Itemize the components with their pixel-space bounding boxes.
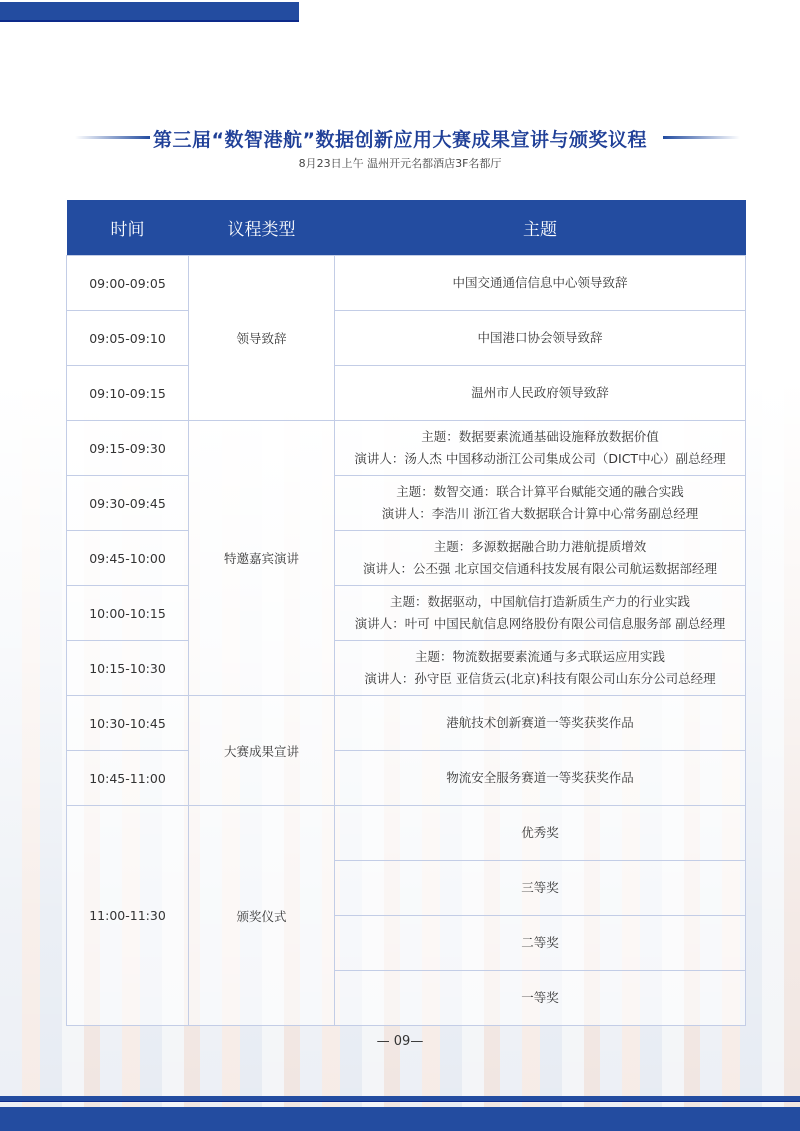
talk-speaker: 演讲人：孙守臣 亚信货云(北京)科技有限公司山东分公司总经理 xyxy=(364,671,716,686)
time-cell: 10:30-10:45 xyxy=(67,696,189,751)
type-cell: 颁奖仪式 xyxy=(189,806,335,1026)
bottom-decorative-band xyxy=(0,1107,800,1131)
table-row xyxy=(67,641,746,696)
topic-cell xyxy=(335,531,746,586)
header-topic: 主题 xyxy=(335,200,746,256)
talk-topic: 主题：物流数据要素流通与多式联运应用实践 xyxy=(414,649,665,664)
table-row xyxy=(67,421,746,476)
topic-cell xyxy=(335,476,746,531)
topic-cell: 港航技术创新赛道一等奖获奖作品 xyxy=(335,696,746,751)
time-cell: 10:00-10:15 xyxy=(67,586,189,641)
bottom-decorative-line xyxy=(0,1096,800,1102)
talk-topic: 主题：多源数据融合助力港航提质增效 xyxy=(433,539,647,554)
talk-topic: 主题：数据驱动，中国航信打造新质生产力的行业实践 xyxy=(389,594,690,609)
time-cell: 09:30-09:45 xyxy=(67,476,189,531)
page-number: — 09— xyxy=(376,1034,424,1049)
time-cell: 09:00-09:05 xyxy=(67,256,189,311)
table-row xyxy=(67,696,746,751)
page-title: 第三届“数智港航”数据创新应用大赛成果宣讲与颁奖议程 xyxy=(153,128,647,151)
table-row xyxy=(67,586,746,641)
award-cell: 二等奖 xyxy=(335,916,746,971)
award-cell: 一等奖 xyxy=(335,971,746,1026)
top-decorative-bar xyxy=(0,2,299,22)
topic-cell: 中国交通通信信息中心领导致辞 xyxy=(335,256,746,311)
type-cell: 领导致辞 xyxy=(189,256,335,421)
table-row xyxy=(67,256,746,311)
agenda-table xyxy=(66,200,746,1026)
time-cell: 09:45-10:00 xyxy=(67,531,189,586)
award-cell: 优秀奖 xyxy=(335,806,746,861)
topic-cell xyxy=(335,421,746,476)
type-cell: 大赛成果宣讲 xyxy=(189,696,335,806)
topic-cell xyxy=(335,586,746,641)
title-decorative-line-left xyxy=(75,136,150,139)
talk-speaker: 演讲人：叶可 中国民航信息网络股份有限公司信息服务部 副总经理 xyxy=(354,616,726,631)
time-cell: 11:00-11:30 xyxy=(67,806,189,1026)
table-header-row xyxy=(67,200,746,256)
table-row xyxy=(67,531,746,586)
talk-topic: 主题：数据要素流通基础设施释放数据价值 xyxy=(421,429,659,444)
header-time: 时间 xyxy=(67,200,189,256)
time-cell: 10:15-10:30 xyxy=(67,641,189,696)
award-cell: 三等奖 xyxy=(335,861,746,916)
table-row xyxy=(67,311,746,366)
table-row xyxy=(67,366,746,421)
title-decorative-line-right xyxy=(663,136,740,139)
talk-speaker: 演讲人：李浩川 浙江省大数据联合计算中心常务副总经理 xyxy=(381,506,699,521)
table-row xyxy=(67,806,746,861)
type-cell: 特邀嘉宾演讲 xyxy=(189,421,335,696)
header-type: 议程类型 xyxy=(189,200,335,256)
title-section xyxy=(0,118,800,158)
talk-speaker: 演讲人：汤人杰 中国移动浙江公司集成公司（DICT中心）副总经理 xyxy=(354,451,726,466)
topic-cell: 中国港口协会领导致辞 xyxy=(335,311,746,366)
topic-cell xyxy=(335,641,746,696)
table-row xyxy=(67,751,746,806)
time-cell: 09:10-09:15 xyxy=(67,366,189,421)
talk-speaker: 演讲人：公丕强 北京国交信通科技发展有限公司航运数据部经理 xyxy=(363,561,717,576)
talk-topic: 主题：数智交通：联合计算平台赋能交通的融合实践 xyxy=(396,484,684,499)
time-cell: 10:45-11:00 xyxy=(67,751,189,806)
time-cell: 09:15-09:30 xyxy=(67,421,189,476)
topic-cell: 温州市人民政府领导致辞 xyxy=(335,366,746,421)
time-cell: 09:05-09:10 xyxy=(67,311,189,366)
event-date-location: 8月23日上午 温州开元名都酒店3F名都厅 xyxy=(298,157,502,170)
topic-cell: 物流安全服务赛道一等奖获奖作品 xyxy=(335,751,746,806)
table-row xyxy=(67,476,746,531)
